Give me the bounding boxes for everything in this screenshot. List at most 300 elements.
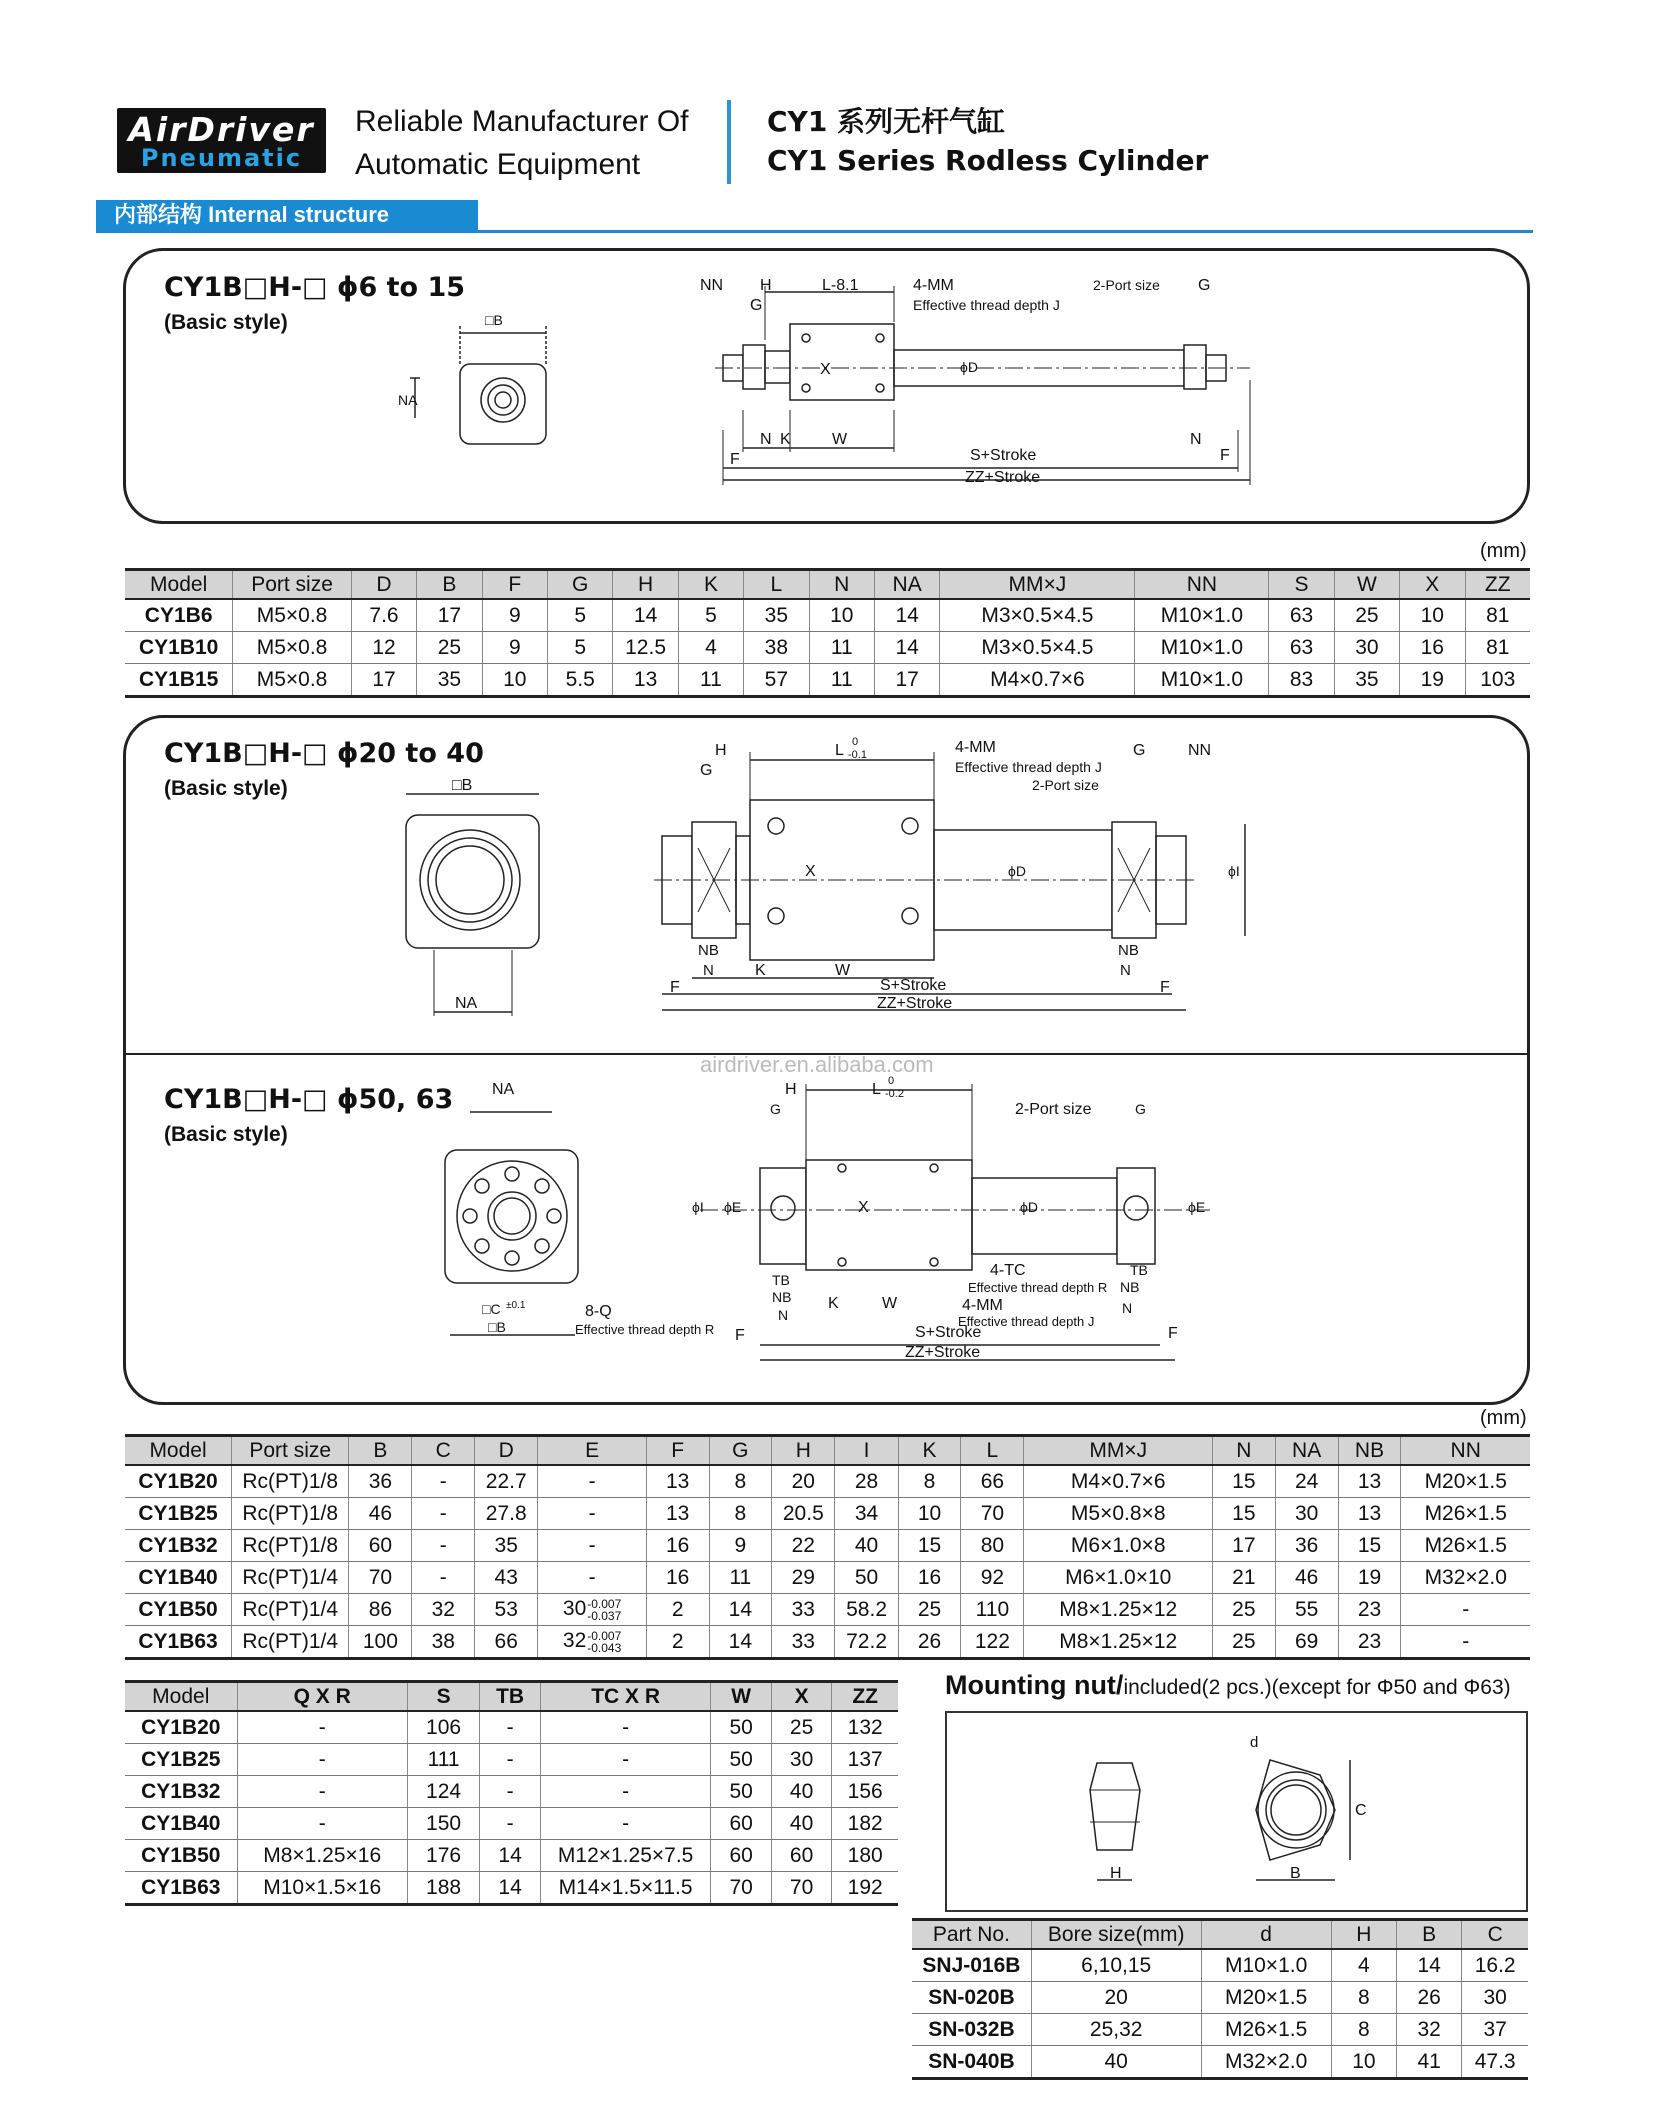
column-header: Model	[125, 570, 233, 600]
logo-line1: AirDriver	[128, 110, 315, 149]
table-cell: 106	[407, 1711, 479, 1744]
table-cell: 38	[412, 1626, 475, 1659]
table-row	[912, 1949, 1528, 1982]
table-cell: -	[538, 1465, 647, 1498]
p3-tb-label: TB	[772, 1272, 790, 1288]
table-cell: 17	[874, 664, 939, 697]
table-cell: 63	[1269, 632, 1334, 664]
panel1-title: CY1B□H-□ ϕ6 to 15	[164, 272, 466, 303]
table-cell: -	[412, 1562, 475, 1594]
p1-zz-label: ZZ+Stroke	[965, 469, 1041, 486]
table-cell: -	[538, 1530, 647, 1562]
column-header: E	[538, 1436, 647, 1466]
table-cell: 13	[646, 1498, 709, 1530]
p3-nb-label: NB	[772, 1289, 792, 1305]
column-header: Port size	[233, 570, 352, 600]
p3-b-label: □B	[488, 1319, 506, 1335]
column-header: F	[482, 570, 547, 600]
table-cell: CY1B15	[125, 664, 233, 697]
nut-h-label: H	[1110, 1865, 1122, 1882]
table-cell: 25	[1334, 599, 1399, 632]
table-cell: 30	[1462, 1982, 1528, 2014]
table-cell: 50	[711, 1776, 771, 1808]
table-cell: CY1B25	[125, 1744, 237, 1776]
table-cell: 10	[1400, 599, 1465, 632]
table-cell: 60	[711, 1840, 771, 1872]
table-cell: 47.3	[1462, 2046, 1528, 2079]
column-header: K	[678, 570, 743, 600]
table-cell: M6×1.0×10	[1024, 1562, 1213, 1594]
table-row	[125, 1872, 898, 1905]
p2-b-label: □B	[452, 777, 473, 794]
table-cell: -	[480, 1744, 541, 1776]
p3-tc-label: 4-TC	[990, 1262, 1026, 1279]
column-header: B	[1397, 1920, 1462, 1950]
table-cell: 15	[898, 1530, 961, 1562]
p1-k-label: K	[780, 431, 791, 448]
table-cell: 192	[832, 1872, 898, 1905]
table-cell: 150	[407, 1808, 479, 1840]
table-cell: M5×0.8	[233, 599, 352, 632]
table-row	[125, 1498, 1530, 1530]
table-cell: -	[480, 1711, 541, 1744]
p3-n2-label: N	[1122, 1300, 1133, 1316]
table-cell: 19	[1338, 1562, 1401, 1594]
table-cell: 28	[835, 1465, 898, 1498]
mounting-title-main: Mounting nut/	[945, 1670, 1124, 1700]
column-header: D	[475, 1436, 538, 1466]
table-cell: 14	[480, 1840, 541, 1872]
table-cell: 8	[709, 1498, 772, 1530]
mounting-title-note: included(2 pcs.)(except for Φ50 and Φ63)	[1123, 1676, 1511, 1699]
table-cell: 53	[475, 1594, 538, 1626]
table-cell: M26×1.5	[1401, 1530, 1530, 1562]
p3-l-label: L	[872, 1081, 881, 1098]
p1-x-label: X	[820, 361, 831, 378]
p3-q-label: 8-Q	[585, 1303, 612, 1320]
table-cell: 16.2	[1462, 1949, 1528, 1982]
table-cell: -	[538, 1562, 647, 1594]
table-cell: M20×1.5	[1401, 1465, 1530, 1498]
table-cell: 20.5	[772, 1498, 835, 1530]
table-cell: 13	[613, 664, 678, 697]
table-cell: M32×2.0	[1201, 2046, 1331, 2079]
header-row	[125, 570, 1530, 600]
p2-k-label: K	[755, 962, 766, 979]
p2-nn-label: NN	[1188, 742, 1212, 759]
table-cell: 4	[678, 632, 743, 664]
table-cell: 83	[1269, 664, 1334, 697]
table-cell: M20×1.5	[1201, 1982, 1331, 2014]
table-cell: 60	[711, 1808, 771, 1840]
table-cell: -	[237, 1776, 407, 1808]
table-cell: 5	[678, 599, 743, 632]
table-cell: 111	[407, 1744, 479, 1776]
table-cell: 19	[1400, 664, 1465, 697]
column-header: L	[744, 570, 809, 600]
table-cell: -	[540, 1808, 711, 1840]
table-cell: 70	[961, 1498, 1024, 1530]
table-cell: 5	[547, 599, 612, 632]
table-cell: 9	[482, 632, 547, 664]
table-cell: SNJ-016B	[912, 1949, 1031, 1982]
column-header: TC X R	[540, 1682, 711, 1712]
table-cell: CY1B6	[125, 599, 233, 632]
table-row	[125, 1840, 898, 1872]
table-cell: 35	[417, 664, 482, 697]
mounting-nut-box	[945, 1711, 1528, 1912]
p3-nb2-label: NB	[1120, 1279, 1140, 1295]
p2-f-label: F	[670, 979, 680, 996]
table-cell: 70	[711, 1872, 771, 1905]
table-cell: M10×1.5×16	[237, 1872, 407, 1905]
table-cell: 33	[772, 1594, 835, 1626]
column-header: ZZ	[832, 1682, 898, 1712]
table-cell: -	[540, 1711, 711, 1744]
p2-na-label: NA	[455, 995, 478, 1012]
table-cell: 8	[898, 1465, 961, 1498]
table-row	[125, 599, 1530, 632]
header-row	[912, 1920, 1528, 1950]
p3-d-label: ϕD	[1020, 1199, 1038, 1215]
table-cell: Rc(PT)1/8	[232, 1498, 349, 1530]
table-cell: M26×1.5	[1201, 2014, 1331, 2046]
table-cell: 25,32	[1031, 2014, 1201, 2046]
p3-x-label: X	[858, 1199, 869, 1216]
table-cell: 10	[1331, 2046, 1396, 2079]
table-cell: M10×1.0	[1135, 632, 1269, 664]
p3-ctol-label: ±0.1	[506, 1300, 526, 1311]
table-cell: 69	[1275, 1626, 1338, 1659]
p3-k-label: K	[828, 1295, 839, 1312]
table-cell: 24	[1275, 1465, 1338, 1498]
column-header: B	[417, 570, 482, 600]
p1-f2-label: F	[1220, 447, 1230, 464]
table-cell: 40	[835, 1530, 898, 1562]
table-cell: 14	[874, 632, 939, 664]
p3-f2-label: F	[1168, 1325, 1178, 1342]
p1-port-label: 2-Port size	[1093, 277, 1160, 293]
table-cell: 50	[835, 1562, 898, 1594]
table-row	[125, 1744, 898, 1776]
column-header: N	[1213, 1436, 1276, 1466]
table-cell: -	[237, 1808, 407, 1840]
header-row	[125, 1436, 1530, 1466]
column-header: MM×J	[940, 570, 1135, 600]
column-header: Model	[125, 1682, 237, 1712]
table-cell: CY1B63	[125, 1872, 237, 1905]
p3-depthj-label: Effective thread depth J	[958, 1314, 1095, 1329]
table-cell: 122	[961, 1626, 1024, 1659]
spec-table-1	[125, 568, 1530, 698]
table-row	[125, 1776, 898, 1808]
table-cell: 8	[709, 1465, 772, 1498]
p1-nn-label: NN	[700, 277, 724, 294]
p1-na-label: NA	[398, 392, 418, 408]
table-cell: 9	[709, 1530, 772, 1562]
column-header: C	[412, 1436, 475, 1466]
table-cell: 132	[832, 1711, 898, 1744]
table-cell: 25	[771, 1711, 831, 1744]
table-cell: 21	[1213, 1562, 1276, 1594]
column-header: NB	[1338, 1436, 1401, 1466]
table1-unit: (mm)	[1480, 540, 1527, 562]
table-cell: 8	[1331, 1982, 1396, 2014]
tolerance: -0.007 -0.037	[587, 1596, 622, 1623]
table-cell: 40	[771, 1808, 831, 1840]
table-cell: 10	[898, 1498, 961, 1530]
p2-w-label: W	[835, 962, 851, 979]
table-cell: 17	[1213, 1530, 1276, 1562]
table-cell: -	[1401, 1626, 1530, 1659]
table-cell: CY1B63	[125, 1626, 232, 1659]
table-cell: 40	[771, 1776, 831, 1808]
table-cell: -	[412, 1465, 475, 1498]
table-cell: 50	[711, 1711, 771, 1744]
table-cell: 43	[475, 1562, 538, 1594]
spec-table-4	[912, 1918, 1528, 2080]
table-cell: 12	[351, 632, 416, 664]
table-cell: 23	[1338, 1594, 1401, 1626]
tagline-line2: Automatic Equipment	[355, 148, 641, 181]
table-cell: CY1B50	[125, 1840, 237, 1872]
table2-unit: (mm)	[1480, 1407, 1527, 1429]
table-cell: 70	[349, 1562, 412, 1594]
column-header: Model	[125, 1436, 232, 1466]
table-cell: 66	[961, 1465, 1024, 1498]
p2-zz-label: ZZ+Stroke	[877, 995, 953, 1012]
p3-n-label: N	[778, 1307, 789, 1323]
table-cell: M5×0.8	[233, 632, 352, 664]
table-cell: 34	[835, 1498, 898, 1530]
p3-na-label: NA	[492, 1081, 515, 1098]
table-cell: -	[480, 1808, 541, 1840]
table-cell: 81	[1465, 632, 1530, 664]
table-cell: 13	[646, 1465, 709, 1498]
p3-f-label: F	[735, 1327, 745, 1344]
table-cell: 8	[1331, 2014, 1396, 2046]
p2-ltol2-label: -0.1	[848, 749, 867, 761]
table-cell: 16	[898, 1562, 961, 1594]
p3-mm-label: 4-MM	[962, 1297, 1003, 1314]
table-cell: M10×1.0	[1135, 599, 1269, 632]
table-cell: 13	[1338, 1498, 1401, 1530]
spec-table-3	[125, 1680, 898, 1906]
table-cell: 25	[898, 1594, 961, 1626]
table-cell: CY1B10	[125, 632, 233, 664]
table-cell: 14	[613, 599, 678, 632]
p2-port-label: 2-Port size	[1032, 777, 1099, 793]
table-cell: M4×0.7×6	[940, 664, 1135, 697]
table-cell: Rc(PT)1/4	[232, 1562, 349, 1594]
table-cell: M26×1.5	[1401, 1498, 1530, 1530]
table-cell: CY1B20	[125, 1711, 237, 1744]
table-cell: 66	[475, 1626, 538, 1659]
table-cell: 137	[832, 1744, 898, 1776]
table-cell: CY1B40	[125, 1808, 237, 1840]
table-cell: 26	[1397, 1982, 1462, 2014]
table-cell: 2	[646, 1626, 709, 1659]
p2-l-label: L	[835, 742, 844, 759]
table-cell: 40	[1031, 2046, 1201, 2079]
table-cell: 30	[1334, 632, 1399, 664]
table-cell: 30	[1275, 1498, 1338, 1530]
column-header: H	[772, 1436, 835, 1466]
column-header: N	[809, 570, 874, 600]
mounting-nut-title	[945, 1670, 1511, 1701]
table-cell: 38	[744, 632, 809, 664]
table-cell: 22.7	[475, 1465, 538, 1498]
column-header: H	[613, 570, 678, 600]
p1-mm-label: 4-MM	[913, 277, 954, 294]
table-cell: 80	[961, 1530, 1024, 1562]
table-cell: 17	[417, 599, 482, 632]
column-header: Port size	[232, 1436, 349, 1466]
table-cell: 11	[678, 664, 743, 697]
nut-b-label: B	[1290, 1865, 1301, 1882]
table-cell: 46	[1275, 1562, 1338, 1594]
header-row	[125, 1682, 898, 1712]
table-row	[125, 1711, 898, 1744]
p3-w-label: W	[882, 1295, 898, 1312]
table-cell: M5×0.8	[233, 664, 352, 697]
p3-ltol2-label: -0.2	[885, 1088, 904, 1100]
table-cell: 37	[1462, 2014, 1528, 2046]
column-header: Q X R	[237, 1682, 407, 1712]
table-cell: 25	[1213, 1626, 1276, 1659]
panel3-title: CY1B□H-□ ϕ50, 63	[164, 1084, 454, 1115]
table-cell: SN-020B	[912, 1982, 1031, 2014]
table-cell: M6×1.0×8	[1024, 1530, 1213, 1562]
p3-zz-label: ZZ+Stroke	[905, 1344, 981, 1361]
column-header: C	[1462, 1920, 1528, 1950]
table-cell: 25	[417, 632, 482, 664]
table-cell: -	[538, 1498, 647, 1530]
table-cell: 86	[349, 1594, 412, 1626]
table-cell: 29	[772, 1562, 835, 1594]
table-cell: 20	[1031, 1982, 1201, 2014]
table-cell: 124	[407, 1776, 479, 1808]
table-cell: CY1B40	[125, 1562, 232, 1594]
table-cell: 16	[646, 1562, 709, 1594]
tagline-line1: Reliable Manufacturer Of	[355, 105, 689, 138]
table-cell: 7.6	[351, 599, 416, 632]
table-cell: 188	[407, 1872, 479, 1905]
panel3-subtitle: (Basic style)	[164, 1123, 288, 1146]
table-row	[125, 1562, 1530, 1594]
column-header: G	[709, 1436, 772, 1466]
table-cell: 11	[809, 632, 874, 664]
p1-g2-label: G	[1198, 277, 1211, 294]
table-cell: 35	[1334, 664, 1399, 697]
p3-s-label: S+Stroke	[915, 1324, 982, 1341]
table-cell: -	[480, 1776, 541, 1808]
column-header: Part No.	[912, 1920, 1031, 1950]
p1-n2-label: N	[1190, 431, 1202, 448]
p2-h-label: H	[715, 742, 727, 759]
nut-c-label: C	[1355, 1802, 1367, 1819]
table-cell: 57	[744, 664, 809, 697]
table-cell: 182	[832, 1808, 898, 1840]
table-cell: CY1B32	[125, 1776, 237, 1808]
table-cell: 25	[1213, 1594, 1276, 1626]
p3-depthr-label: Effective thread depth R	[968, 1280, 1108, 1295]
panel2-subtitle: (Basic style)	[164, 777, 288, 800]
table-cell: 63	[1269, 599, 1334, 632]
column-header: B	[349, 1436, 412, 1466]
table-cell: 46	[349, 1498, 412, 1530]
table-row	[125, 1626, 1530, 1659]
table-cell: 41	[1397, 2046, 1462, 2079]
p1-b-label: □B	[485, 312, 503, 328]
nut-d-label: d	[1250, 1734, 1259, 1751]
table-cell: Rc(PT)1/8	[232, 1465, 349, 1498]
table-cell: 14	[874, 599, 939, 632]
title-cn: CY1 系列无杆气缸	[767, 105, 1006, 138]
table-cell: M8×1.25×12	[1024, 1626, 1213, 1659]
table-cell: M10×1.0	[1201, 1949, 1331, 1982]
table-cell: 55	[1275, 1594, 1338, 1626]
table-cell: -	[237, 1711, 407, 1744]
panel2-title: CY1B□H-□ ϕ20 to 40	[164, 738, 484, 769]
table-cell: -	[412, 1530, 475, 1562]
table-cell: 16	[1400, 632, 1465, 664]
p3-qdepth-label: Effective thread depth R	[575, 1322, 715, 1337]
table-cell: 2	[646, 1594, 709, 1626]
p3-g2-label: G	[1135, 1101, 1146, 1117]
column-header: W	[1334, 570, 1399, 600]
column-header: X	[1400, 570, 1465, 600]
table-cell: 50	[711, 1744, 771, 1776]
table-row	[912, 2014, 1528, 2046]
p2-mm-label: 4-MM	[955, 739, 996, 756]
p2-ltol-label: 0	[852, 736, 859, 748]
table-cell: 58.2	[835, 1594, 898, 1626]
table-cell: 9	[482, 599, 547, 632]
table-cell: 60	[771, 1840, 831, 1872]
table-cell: 72.2	[835, 1626, 898, 1659]
section-header: 内部结构 Internal structure	[96, 200, 478, 230]
column-header: H	[1331, 1920, 1396, 1950]
table-row	[125, 664, 1530, 697]
table-cell: 30 -0.007 -0.037	[538, 1594, 647, 1626]
table-cell: 10	[809, 599, 874, 632]
p3-ltol-label: 0	[888, 1075, 895, 1087]
table-cell: 17	[351, 664, 416, 697]
table-cell: 70	[771, 1872, 831, 1905]
p1-s-label: S+Stroke	[970, 447, 1037, 464]
panel1-subtitle: (Basic style)	[164, 311, 288, 334]
table-cell: SN-032B	[912, 2014, 1031, 2046]
table-cell: -	[237, 1744, 407, 1776]
p2-nb-label: NB	[698, 942, 719, 959]
table-cell: 10	[482, 664, 547, 697]
table-cell: 5.5	[547, 664, 612, 697]
column-header: MM×J	[1024, 1436, 1213, 1466]
table-cell: M12×1.25×7.5	[540, 1840, 711, 1872]
table-cell: 5	[547, 632, 612, 664]
table-cell: M10×1.0	[1135, 664, 1269, 697]
column-header: L	[961, 1436, 1024, 1466]
table-cell: 35	[475, 1530, 538, 1562]
table-cell: M14×1.5×11.5	[540, 1872, 711, 1905]
p1-depth-label: Effective thread depth J	[913, 297, 1060, 313]
table-cell: 27.8	[475, 1498, 538, 1530]
table-cell: 20	[772, 1465, 835, 1498]
table-cell: M8×1.25×16	[237, 1840, 407, 1872]
column-header: NN	[1401, 1436, 1530, 1466]
p2-nb2-label: NB	[1118, 942, 1139, 959]
